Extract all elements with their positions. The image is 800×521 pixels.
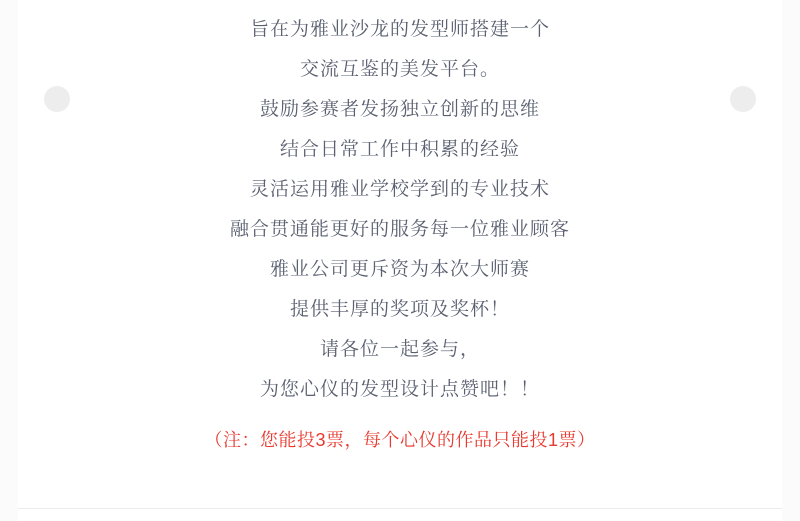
body-line: 结合日常工作中积累的经验 bbox=[279, 139, 520, 160]
body-line: 灵活运用雅业学校学到的专业技术 bbox=[249, 179, 550, 200]
body-line: 请各位一起参与， bbox=[319, 339, 480, 360]
body-line: 雅业公司更斥资为本次大师赛 bbox=[269, 259, 530, 280]
body-line: 旨在为雅业沙龙的发型师搭建一个 bbox=[249, 19, 550, 40]
body-line: 为您心仪的发型设计点赞吧！！ bbox=[259, 379, 540, 400]
body-line: 鼓励参赛者发扬独立创新的思维 bbox=[259, 99, 540, 120]
voting-rule-note: （注：您能投3票，每个心仪的作品只能投1票） bbox=[204, 430, 596, 450]
body-line: 提供丰厚的奖项及奖杯！ bbox=[289, 299, 510, 320]
body-line: 交流互鉴的美发平台。 bbox=[299, 59, 500, 80]
body-line: 融合贯通能更好的服务每一位雅业顾客 bbox=[229, 219, 570, 240]
bottom-divider bbox=[18, 508, 782, 509]
